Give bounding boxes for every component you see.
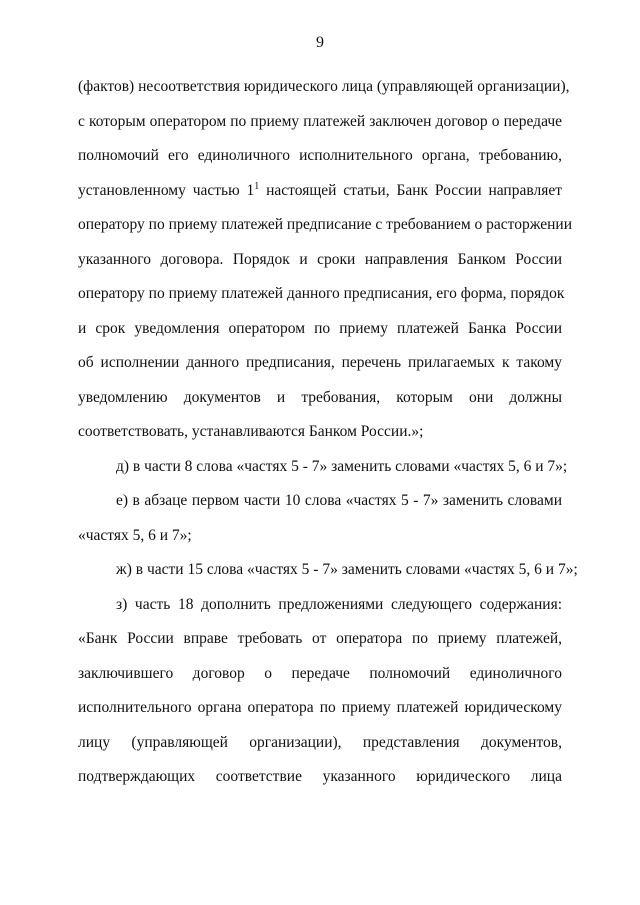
- text-line: и срок уведомления оператором по приему платежей Банка России: [78, 319, 562, 337]
- text-line-with-superscript: [78, 174, 562, 209]
- document-body: [78, 70, 578, 795]
- text-line: указанного договора. Порядок и сроки направления Банком России: [78, 250, 562, 268]
- page-number: 9: [316, 34, 324, 51]
- superscript: 1: [254, 180, 260, 192]
- text-line: «частях 5, 6 и 7»;: [78, 526, 192, 544]
- text-line: соответствовать, устанавливаются Банком России.»;: [78, 423, 424, 440]
- text-line: (фактов) несоответствия юридического лица (управляющей организации),: [78, 78, 570, 95]
- text-fragment: настоящей статьи, Банк России направляет: [266, 181, 562, 199]
- text-line: лицу (управляющей организации), представления документов,: [78, 733, 562, 751]
- text-line: с которым оператором по приему платежей заключен договор о передаче: [78, 112, 562, 130]
- text-fragment: установленному частью 1: [78, 181, 255, 199]
- text-line: оператору по приему платежей предписание с требованием о расторжении: [78, 216, 573, 233]
- text-line: полномочий его единоличного исполнительного органа, требованию,: [78, 147, 562, 164]
- text-line: исполнительного органа оператора по приему платежей юридическому: [78, 699, 562, 716]
- item-e: [78, 484, 562, 553]
- paragraph-continuation: [78, 70, 573, 450]
- text-line: «Банк России вправе требовать от оператора по приему платежей,: [78, 630, 562, 647]
- item-zh: [78, 553, 578, 588]
- text-line: д) в части 8 слова «частях 5 - 7» заменить словами «частях 5, 6 и 7»;: [116, 457, 568, 475]
- text-line: оператору по приему платежей данного предписания, его форма, порядок: [78, 285, 565, 302]
- item-d: [78, 450, 568, 485]
- text-line: об исполнении данного предписания, перечень прилагаемых к такому: [78, 354, 562, 371]
- text-line: з) часть 18 дополнить предложениями следующего содержания:: [116, 595, 562, 613]
- item-z: [78, 588, 562, 795]
- text-line: заключившего договор о передаче полномочий единоличного: [78, 664, 562, 682]
- text-line: е) в абзаце первом части 10 слова «частях 5 - 7» заменить словами: [116, 492, 562, 509]
- text-line: уведомлению документов и требования, которым они должны: [78, 388, 562, 406]
- text-line: ж) в части 15 слова «частях 5 - 7» заменить словами «частях 5, 6 и 7»;: [116, 561, 578, 578]
- text-line: подтверждающих соответствие указанного юридического лица: [78, 768, 562, 785]
